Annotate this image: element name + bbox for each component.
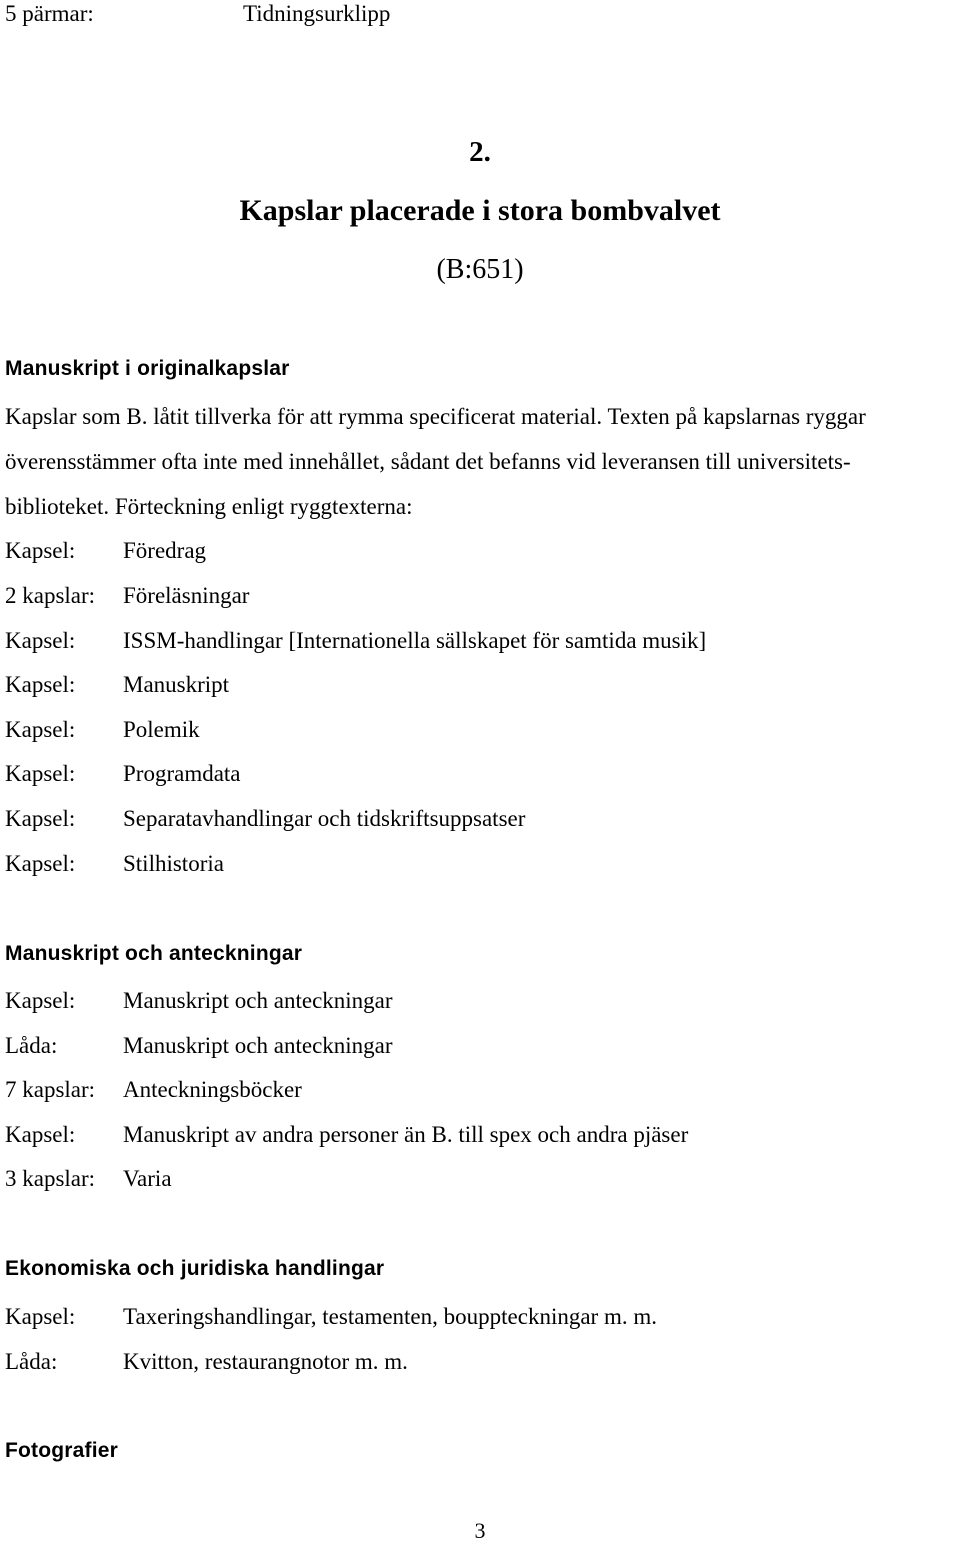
item-label: Kapsel:: [5, 988, 76, 1013]
section-heading: Ekonomiska och juridiska handlingar: [5, 1257, 385, 1280]
item-label: Kapsel:: [5, 628, 76, 653]
item-label: Kapsel:: [5, 1122, 76, 1147]
item-label: Kapsel:: [5, 851, 76, 876]
item-value: Föreläsningar: [123, 583, 250, 608]
item-value: Taxeringshandlingar, testamenten, bouppteckningar m. m.: [123, 1304, 657, 1329]
page-number: 3: [474, 1518, 486, 1543]
title-main: Kapslar placerade i stora bombvalvet: [239, 194, 721, 227]
item-label: Kapsel:: [5, 761, 76, 786]
title-sub: (B:651): [436, 254, 524, 285]
item-label: Kapsel:: [5, 1304, 76, 1329]
item-value: Separatavhandlingar och tidskriftsuppsatser: [123, 806, 526, 831]
item-value: ISSM-handlingar [Internationella sällskapet för samtida musik]: [123, 628, 707, 653]
item-label: Låda:: [5, 1349, 58, 1374]
item-label: 3 kapslar:: [5, 1166, 96, 1191]
item-label: Låda:: [5, 1033, 58, 1058]
item-label: Kapsel:: [5, 672, 76, 697]
intro-line: överensstämmer ofta inte med innehållet, sådant det befanns vid leveransen till universitets-: [5, 449, 851, 474]
section-heading: Fotografier: [5, 1439, 119, 1462]
item-value: Programdata: [123, 761, 241, 786]
header-right: Tidningsurklipp: [243, 1, 391, 26]
item-label: 2 kapslar:: [5, 583, 96, 608]
item-value: Manuskript och anteckningar: [123, 1033, 393, 1058]
item-value: Stilhistoria: [123, 851, 224, 876]
item-value: Anteckningsböcker: [123, 1077, 302, 1102]
item-value: Föredrag: [123, 538, 207, 563]
item-label: Kapsel:: [5, 538, 76, 563]
item-value: Manuskript och anteckningar: [123, 988, 393, 1013]
item-label: Kapsel:: [5, 717, 76, 742]
item-value: Varia: [123, 1166, 172, 1191]
item-value: Manuskript: [123, 672, 230, 697]
header-left: 5 pärmar:: [5, 1, 94, 26]
intro-line: biblioteket. Förteckning enligt ryggtexterna:: [5, 494, 413, 519]
item-label: 7 kapslar:: [5, 1077, 96, 1102]
item-value: Manuskript av andra personer än B. till spex och andra pjäser: [123, 1122, 689, 1147]
title-number: 2.: [469, 136, 491, 168]
item-label: Kapsel:: [5, 806, 76, 831]
item-value: Polemik: [123, 717, 200, 742]
item-value: Kvitton, restaurangnotor m. m.: [123, 1349, 408, 1374]
section-heading: Manuskript och anteckningar: [5, 942, 303, 965]
intro-line: Kapslar som B. låtit tillverka för att rymma specificerat material. Texten på kapslarnas ryggar: [5, 404, 866, 429]
section-heading: Manuskript i originalkapslar: [5, 357, 290, 380]
